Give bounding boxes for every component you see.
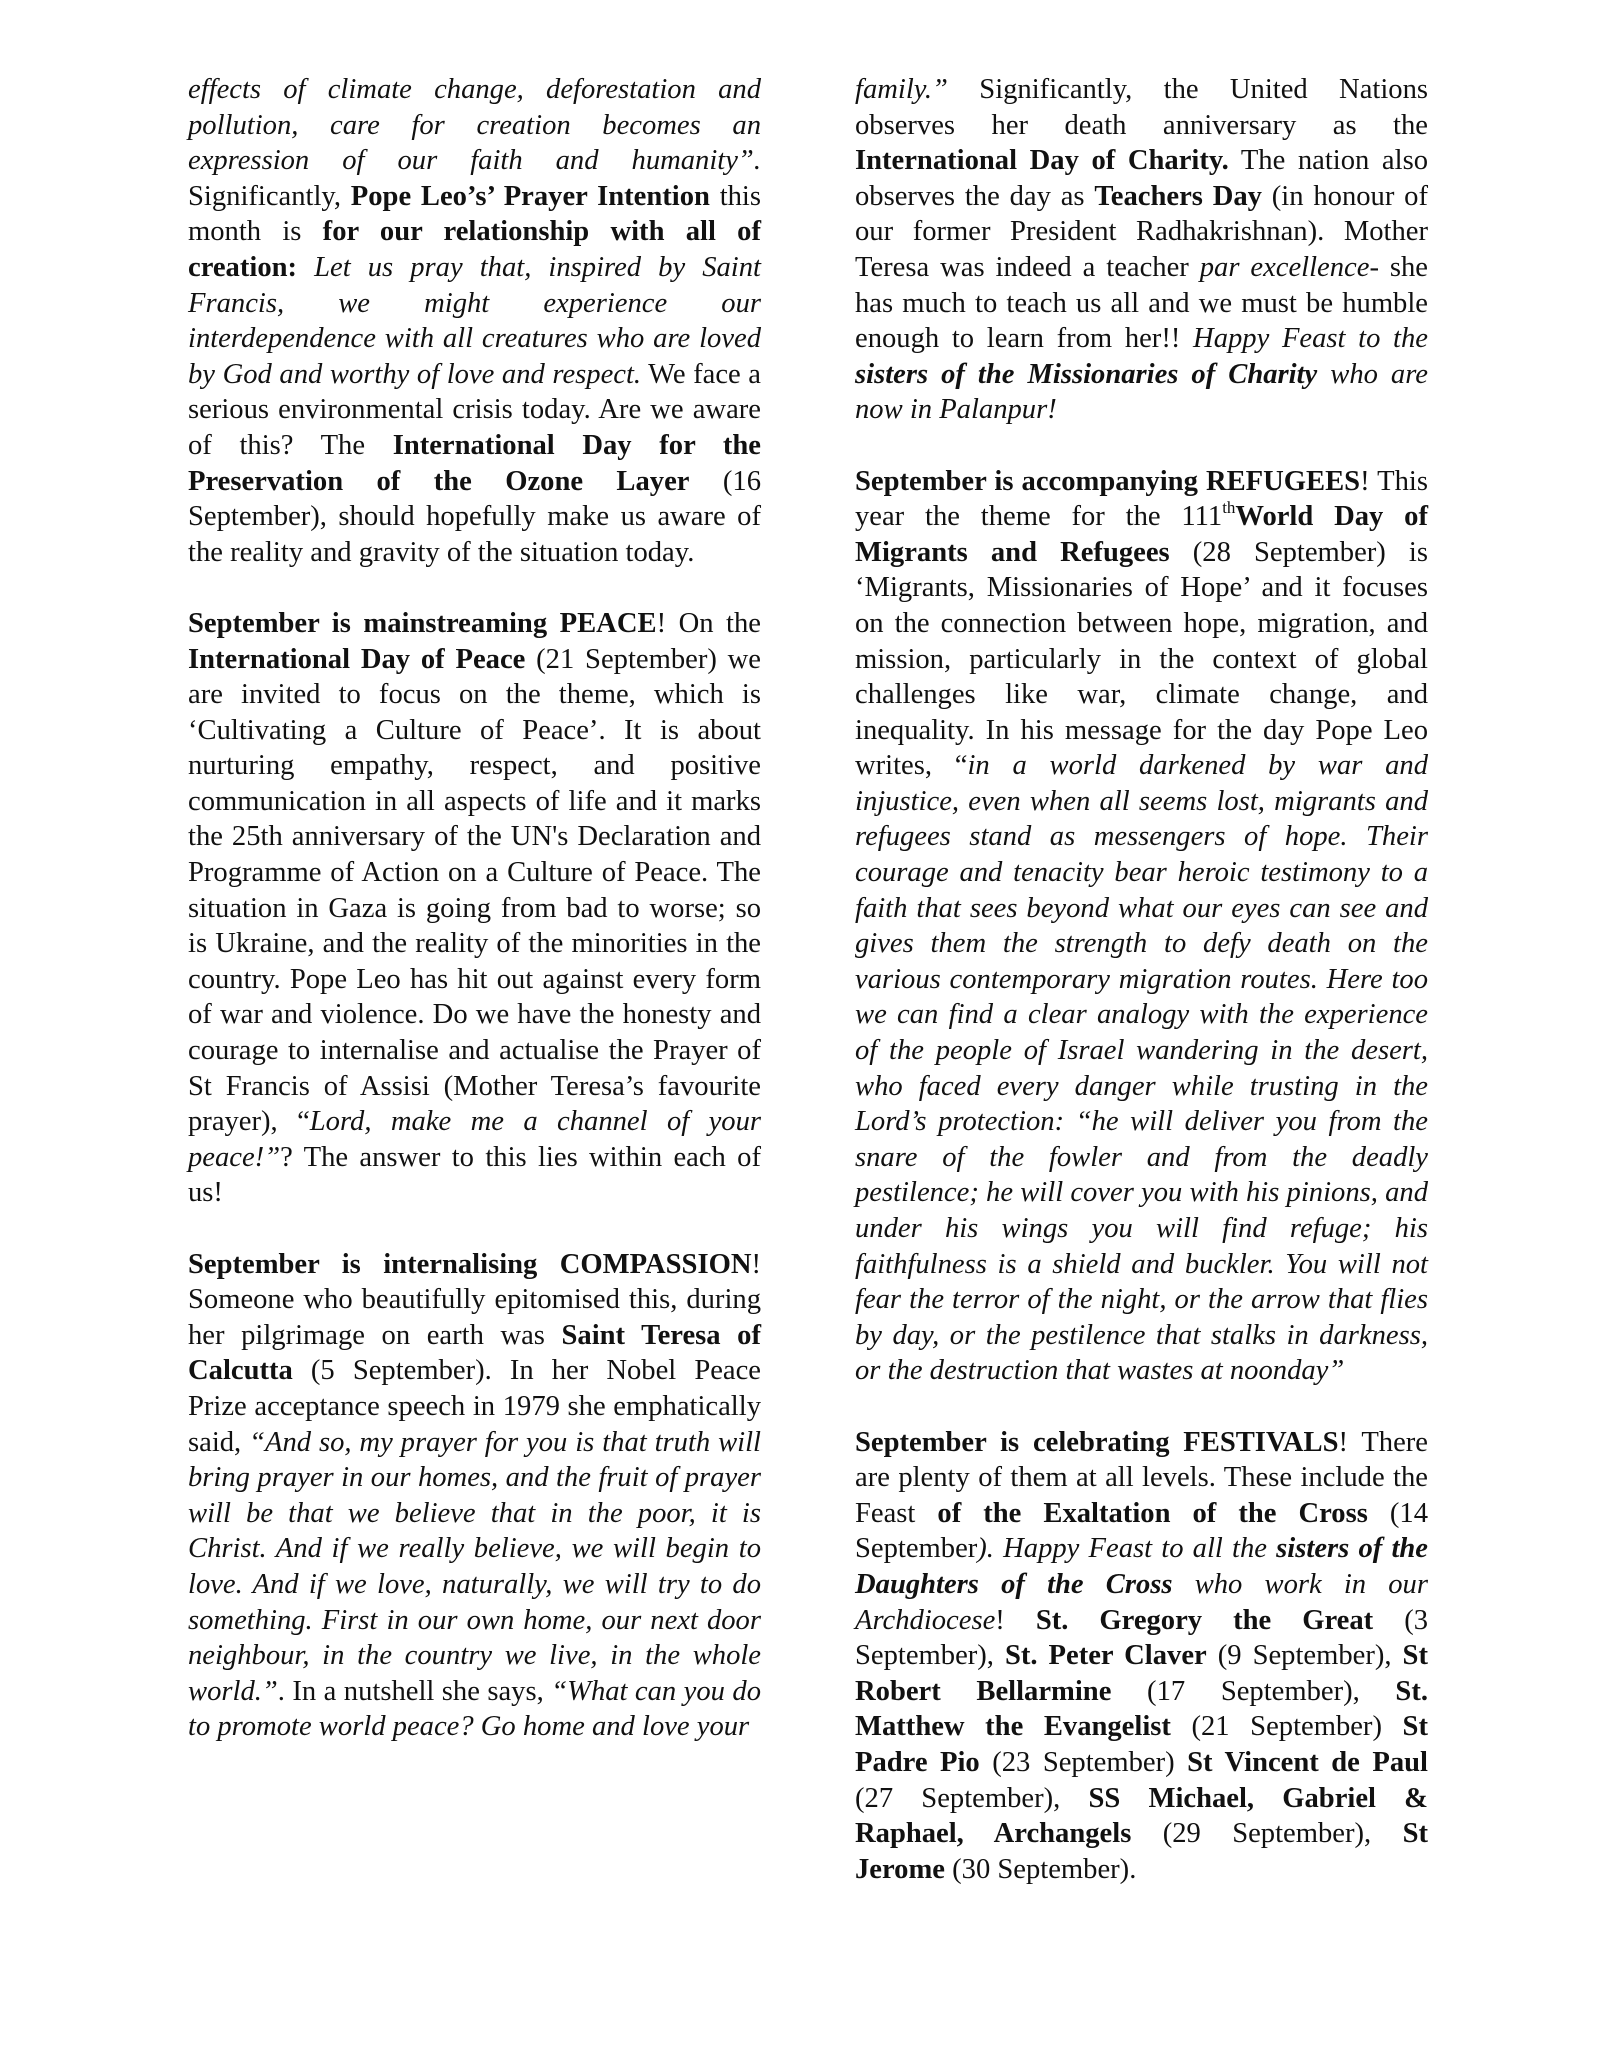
text-run: this month is [188,180,762,248]
text-run: who work in our Archdiocese [855,1568,1428,1636]
text-run: (3 September), [855,1604,1429,1672]
text-run: St Vincent de Paul [1187,1746,1428,1778]
text-run: International Day for the Preservation of the Ozone Layer [188,429,761,497]
right-column [855,72,1428,1887]
text-run: September is mainstreaming PEACE [188,607,657,639]
text-run: (5 September). In her Nobel Peace Prize acceptance speech in 1979 she emphatically said, [188,1355,761,1458]
text-run: ! There are plenty of them at all levels. These include the Feast [855,1426,1428,1529]
text-run: - she has much to teach us all and we must be humble enough to learn from her!! [855,251,1429,355]
text-run: International Day of Charity. [855,145,1229,177]
paragraph-peace [188,606,761,1211]
text-run: (28 September) is ‘Migrants, Missionaries of Hope’ and it focuses on the connection between hope, migration, and mission, particularly in the context of global challenges like war, climate change, and inequality. In his message for the day Pope Leo writes, “ [855,536,1428,782]
paragraph-festivals [855,1425,1428,1888]
text-run: “What can you do to promote world peace? Go home and love your [188,1675,761,1743]
text-run: Let us pray that, inspired by Saint Francis, we might experience our interdependence with all creatures who are loved by God and worthy of love and respect. [188,251,761,390]
text-run: (in honour of our former President Radhakrishnan). Mother Teresa was indeed a teacher [855,180,1429,283]
text-run: th [1222,497,1236,517]
text-run: family.” [855,74,948,105]
text-run: (21 September) we are invited to focus on the theme, which is ‘Cultivating a Culture of Peace’. It is about nurturing empathy, respect, and positive communication in all aspects of life and it marks the 25th anniversary of the UN's Declaration and Programme of Action on a Culture of Peace. The situation in Gaza is going from bad to worse; so is Ukraine, and the reality of the minorities in the country. Pope Leo has hit out against every form of war and violence. Do we have the honesty and courage to internalise and actualise the Prayer of St Francis of Assisi (Mother Teresa’s favourite prayer), “ [188,643,761,1138]
text-run: ! This year the theme for the 111 [855,465,1428,533]
text-run: St Padre Pio [855,1711,1428,1778]
text-run: par excellence [1199,251,1370,283]
text-run: We face a serious environmental crisis today. Are we aware of this? The [188,358,761,461]
text-run: (29 September), [1131,1818,1403,1850]
text-run: (23 September) [979,1746,1188,1778]
text-run: September is internalising COMPASSION [188,1248,752,1280]
text-run: Happy Feast to the [1193,323,1428,355]
text-run: September is accompanying REFUGEES [855,465,1361,497]
text-run: St. Matthew the Evangelist [855,1675,1428,1743]
text-run: in a world darkened by war and injustice, even when all seems lost, migrants and refugees stand as messengers of hope. Their courage and tenacity bear heroic testimony to a faith that sees beyond what our eyes can see and gives them the strength to defy death on the various contemporary migration routes. Here too we can find a clear analogy with the experience of the people of Israel wandering in the desert, who faced every danger while trusting in the Lord’s protection: “he will deliver you from the snare of the fowler and from the deadly pestilence; he will cover you with his pinions, and under his wings you will find refuge; his faithfulness is a shield and buckler. You will not fear the terror of the night, or the arrow that flies by day, or the pestilence that stalks in darkness, or the destruction that wastes at noonday” [855,750,1428,1387]
text-run: (16 September), should hopefully make us aware of the reality and gravity of the situation today. [188,465,761,568]
text-run: of the Exaltation of the Cross [937,1497,1368,1529]
text-run: ! On the [656,607,761,639]
text-run: . In a nutshell she says, [277,1675,552,1707]
text-run: St. Gregory the Great [1035,1604,1374,1636]
text-run: Lord, make me a channel of your peace!” [188,1106,761,1173]
paragraph-compassion [188,1247,761,1745]
text-run: Pope Leo’s’ Prayer Intention [350,180,710,212]
text-run: SS Michael, Gabriel & Raphael, Archangels [855,1782,1428,1850]
text-run: “And so, my prayer for you is that truth will bring prayer in our homes, and the fruit of prayer will be that we believe that in the poor, it is Christ. And if we really believe, we will begin to love. And if we love, naturally, we will try to do something. First in our own home, our next door neighbour, in the country we live, in the whole world.” [188,1426,761,1707]
text-run: effects of climate change, deforestation and pollution, care for creation becomes an expression of our faith and humanity”. [188,74,761,177]
text-run: St. Peter Claver [1004,1640,1207,1672]
text-run: (30 September). [944,1853,1137,1885]
text-run: (21 September) [1170,1711,1403,1743]
text-run: sisters of the Daughters of the Cross [855,1533,1428,1600]
text-run: Significantly, the United Nations observes her death anniversary as the [855,74,1428,141]
text-run: (27 September), [855,1782,1089,1814]
paragraph-charity [855,72,1428,428]
text-run: Saint Teresa of Calcutta [188,1319,761,1387]
text-run: (9 September), [1206,1640,1403,1672]
text-run: ! [995,1604,1036,1636]
text-run: ? The answer to this lies within each of us! [188,1141,761,1209]
left-column [188,72,761,1745]
text-run: for our relationship with all of creation: [188,216,761,283]
text-run: (17 September), [1111,1675,1396,1707]
text-run: Teachers Day [1094,180,1262,212]
text-run: ! Someone who beautifully epitomised this, during her pilgrimage on earth was [188,1248,761,1351]
text-run: September is celebrating FESTIVALS [855,1426,1339,1458]
text-run: who are now in Palanpur! [855,358,1428,426]
text-run: (14 September [855,1497,1428,1565]
text-run: sisters of the Missionaries of Charity [855,358,1318,390]
text-run: World Day of Migrants and Refugees [855,501,1428,568]
text-run: ). Happy Feast to all the [977,1533,1277,1565]
text-run: International Day of Peace [188,643,526,675]
text-run: Significantly, [188,180,351,212]
paragraph-creation [188,72,761,570]
text-run: St Robert Bellarmine [855,1640,1428,1707]
paragraph-refugees [855,464,1428,1389]
text-run: The nation also observes the day as [855,145,1428,212]
text-run: St Jerome [855,1818,1428,1885]
